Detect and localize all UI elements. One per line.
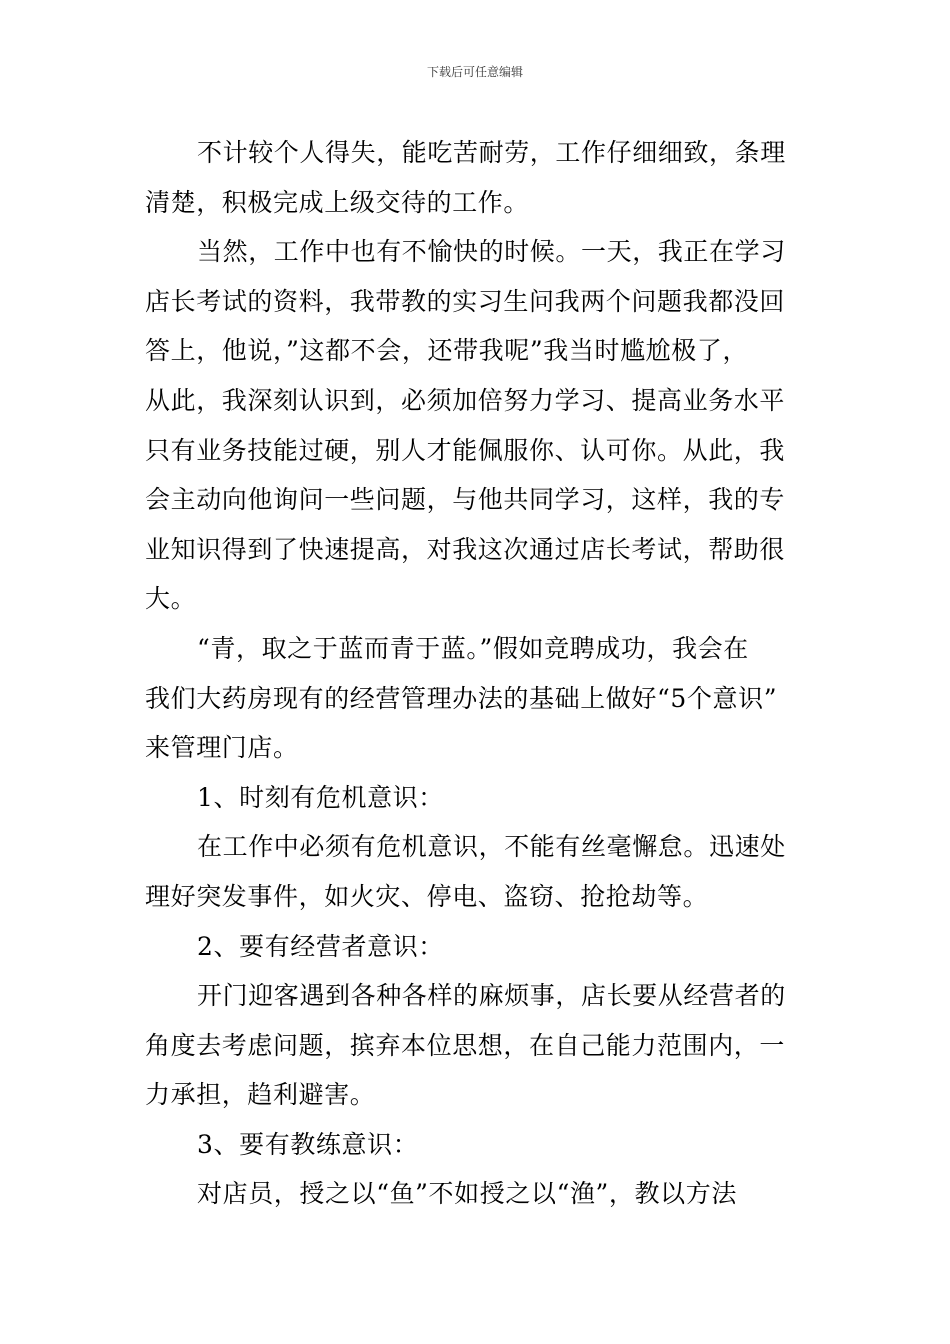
- paragraph-line: 我们大药房现有的经营管理办法的基础上做好“5个意识”: [145, 683, 778, 713]
- paragraph-line: 店长考试的资料，我带教的实习生问我两个问题我都没回: [145, 286, 786, 316]
- paragraph-line: 只有业务技能过硬，别人才能佩服你、认可你。从此，我: [145, 435, 786, 465]
- paragraph-line: 当然，工作中也有不愉快的时候。一天，我正在学习: [197, 237, 786, 267]
- section-heading: 2、要有经营者意识：: [197, 931, 444, 961]
- paragraph-line: 从此，我深刻认识到，必须加倍努力学习、提高业务水平: [145, 385, 786, 415]
- page-header-note: 下载后可任意编辑: [426, 65, 523, 79]
- paragraph-line: 来管理门店。: [145, 733, 299, 763]
- paragraph-line: 力承担，趋利避害。: [145, 1080, 376, 1110]
- paragraph-line: 在工作中必须有危机意识，不能有丝毫懈怠。迅速处: [197, 832, 786, 862]
- paragraph-line: 不计较个人得失，能吃苦耐劳，工作仔细细致，条理: [197, 138, 786, 167]
- document-body: [145, 128, 809, 1219]
- paragraph-line: “青，取之于蓝而青于蓝。”假如竞聘成功，我会在: [197, 633, 749, 663]
- paragraph-line: 理好突发事件，如火灾、停电、盗窃、抢抢劫等。: [145, 881, 709, 911]
- section-heading: 3、要有教练意识：: [197, 1129, 419, 1159]
- paragraph-line: 对店员，授之以“鱼”不如授之以“渔”，教以方法: [197, 1179, 737, 1209]
- section-heading: 1、时刻有危机意识：: [197, 782, 444, 812]
- paragraph-line: 清楚，积极完成上级交待的工作。: [145, 187, 530, 217]
- paragraph-line: 业知识得到了快速提高，对我这次通过店长考试，帮助很: [145, 534, 786, 564]
- paragraph-line: 开门迎客遇到各种各样的麻烦事，店长要从经营者的: [197, 981, 786, 1011]
- paragraph-line: 会主动向他询问一些问题，与他共同学习，这样，我的专: [145, 485, 786, 515]
- paragraph-line: 大。: [145, 584, 197, 614]
- paragraph-line: 答上，他说，”这都不会，还带我呢”我当时尴尬极了，: [145, 336, 749, 366]
- paragraph-line: 角度去考虑问题，摈弃本位思想，在自己能力范围内，一: [145, 1030, 786, 1060]
